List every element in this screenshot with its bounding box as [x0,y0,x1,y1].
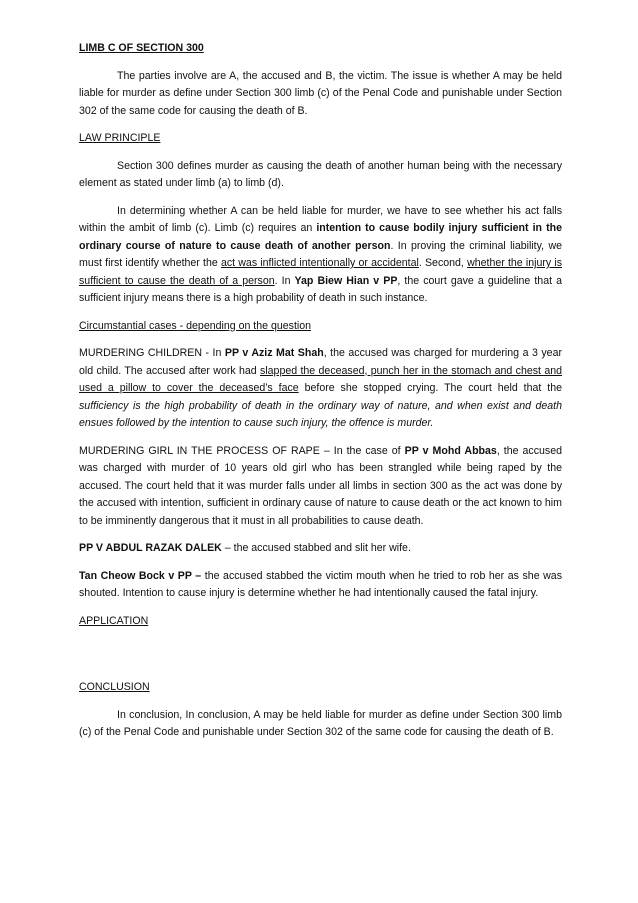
conclusion-paragraph: In conclusion, In conclusion, A may be held liable for murder as define under Section 300 limb (c) of the Penal Code and punishable under Section 302 of the same code for causing the death of B. [79,708,562,738]
application-heading: APPLICATION [79,614,149,627]
text-run: , the accused was charged with murder of 10 years old girl who has been strangled while being raped by the accused. The court held that it was murder falls under all limbs in section 300 as the act was done by the accused with intention, sufficient in ordinary cause of nature to cause death or the act known to him to be imminently dangerous that it must in all probabilities to cause death. [79,444,563,527]
case-name: PP V ABDUL RAZAK DALEK [79,542,222,554]
text-run: MURDERING GIRL IN THE PROCESS OF RAPE – In the case of [79,444,405,457]
case-name: PP v Aziz Mat Shah [224,347,324,359]
text-run: , the court gave a guideline that a sufficient injury means there is a high probability of death in such instance. [79,274,562,304]
underlined-text: slapped the deceased, punch her in the stomach and chest and used a pillow to cover the deceased’s face [79,364,562,394]
text-run: , the accused was charged for murdering a 3 year old child. The accused after work had [79,347,562,377]
document-title: LIMB C OF SECTION 300 [79,42,204,54]
case-name: Tan Cheow Bock v PP – [79,569,202,582]
case-paragraph-abdul-razak [79,540,562,558]
case-name: PP v Mohd Abbas [404,444,497,457]
italic-text: sufficiency is the high probability of death in the ordinary way of nature, and when exist and death ensues followed by the intention to cause such injury, the offence is murder. [79,399,562,429]
text-run: – the accused stabbed and slit her wife. [221,542,411,554]
text-run: MURDERING CHILDREN - In [79,347,225,359]
intro-paragraph: The parties involve are A, the accused and B, the victim. The issue is whether A may be held liable for murder as define under Section 300 limb (c) of the Penal Code and punishable under Section 302 of the same code for causing the death of B. [79,69,562,117]
text-run: . In [274,274,295,287]
blank-space [79,640,562,679]
underlined-text: whether the injury is sufficient to cause the death of a person [79,257,563,287]
case-paragraph-children [79,345,562,433]
emphasis-text: intention to cause bodily injury sufficient in the ordinary course of nature to cause death of another person [79,222,562,252]
case-name: Yap Biew Hian v PP [294,274,398,287]
text-run: before she stopped crying. The court held that the [298,382,562,394]
case-paragraph-rape [79,443,562,531]
text-run: . In proving the criminal liability, we must first identify whether the [79,239,562,269]
text-run: In determining whether A can be held liable for murder, we have to see whether his act falls within the ambit of limb (c). Limb (c) requires an [79,204,562,234]
circumstantial-heading: Circumstantial cases - depending on the question [79,319,312,332]
law-principle-heading: LAW PRINCIPLE [79,132,161,144]
underlined-text: act was inflicted intentionally or accidental [220,257,419,269]
conclusion-heading: CONCLUSION [79,681,150,693]
law-principle-paragraph-2 [79,203,562,308]
case-paragraph-tan-cheow-bock [79,568,562,603]
text-run: the accused stabbed the victim mouth when he tried to rob her as she was shouted. Intention to cause injury is determine whether he had intentionally caused the fatal injury. [79,569,562,599]
law-principle-paragraph-1: Section 300 defines murder as causing the death of another human being with the necessary element as stated under limb (a) to limb (d). [79,159,562,189]
text-run: . Second, [418,257,468,269]
